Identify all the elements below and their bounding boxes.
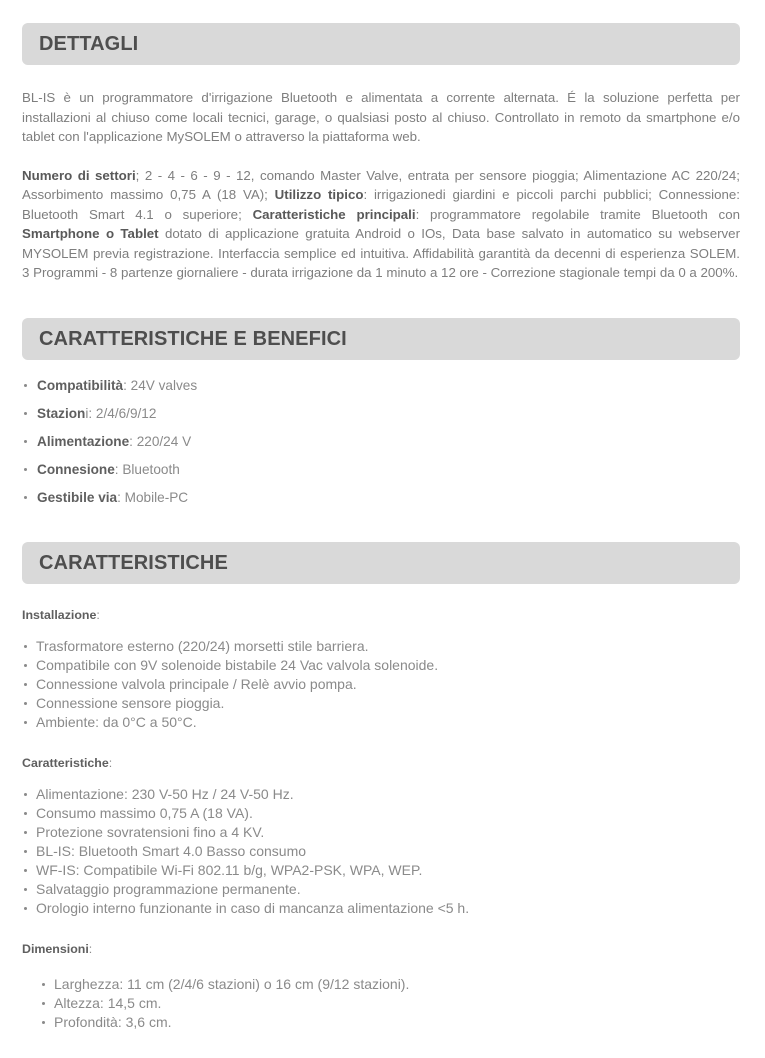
specs-text-2: : irrigazionedi giardini e piccoli parchi pubblici; Connessione: Bluetooth Smart 4.1 o superiore; bbox=[22, 187, 740, 222]
benefits-list bbox=[0, 377, 765, 506]
spec-group-heading-text: Dimensioni bbox=[22, 941, 89, 956]
benefit-item bbox=[24, 461, 765, 478]
specs-bold-caratteristiche-principali: Caratteristiche principali bbox=[252, 206, 416, 222]
product-details-page bbox=[0, 23, 765, 1058]
spec-item: Compatibile con 9V solenoide bistabile 24 Vac valvola solenoide. bbox=[24, 656, 765, 675]
specs-bold-smartphone-tablet: Smartphone o Tablet bbox=[22, 226, 159, 241]
specs-text-4: dotato di applicazione gratuita Android o IOs, Data base salvato in automatico su webserver MYSOLEM previa registrazione. Interfaccia semplice ed intuitiva. Affidabilità garantità da decenni di esperienza SOLEM. 3 Programmi - 8 partenze giornaliere - durata irrigazione da 1 minuto a 12 ore - Correzione stagionale tempi da 0 a 200%. bbox=[22, 226, 740, 280]
benefit-item bbox=[24, 489, 765, 506]
spec-item: Connessione sensore pioggia. bbox=[24, 694, 765, 713]
spec-group-heading bbox=[22, 756, 740, 771]
specification-groups bbox=[0, 608, 765, 1032]
spec-group-heading-colon: : bbox=[108, 755, 113, 770]
spec-item: Alimentazione: 230 V-50 Hz / 24 V-50 Hz. bbox=[24, 785, 765, 804]
spec-group-heading bbox=[22, 942, 740, 957]
intro-paragraph: BL-IS è un programmatore d'irrigazione Bluetooth e alimentata a corrente alternata. É la soluzione perfetta per installazioni al chiuso come locali tecnici, garage, o qualsiasi posto al chiuso. Controllato in remoto da smartphone e/o tablet con l'applicazione MySOLEM o attraverso la piattaforma web. bbox=[22, 90, 740, 144]
spec-group-heading bbox=[22, 608, 740, 623]
benefit-value: : 220/24 V bbox=[129, 433, 192, 449]
benefit-item bbox=[24, 405, 765, 422]
specs-text-1: ; 2 - 4 - 6 - 9 - 12, comando Master Valve, entrata per sensore pioggia; Alimentazione AC 220/24; Assorbimento massimo 0,75 A (18 VA); bbox=[22, 167, 740, 202]
section-title-dettagli: DETTAGLI bbox=[39, 33, 139, 55]
spec-item: Trasformatore esterno (220/24) morsetti stile barriera. bbox=[24, 637, 765, 656]
spec-list-caratteristiche bbox=[0, 785, 765, 918]
spec-item: Ambiente: da 0°C a 50°C. bbox=[24, 713, 765, 732]
spec-item: Salvataggio programmazione permanente. bbox=[24, 880, 765, 899]
spec-group-heading-colon: : bbox=[88, 941, 93, 956]
section-header-caratteristiche bbox=[22, 542, 740, 584]
specs-bold-utilizzo-tipico: Utilizzo tipico bbox=[274, 187, 364, 202]
benefit-label: Compatibilità bbox=[37, 377, 124, 393]
section-header-benefici bbox=[22, 318, 740, 360]
spec-list-installazione bbox=[0, 637, 765, 732]
benefit-label: Alimentazione bbox=[37, 433, 130, 449]
specs-bold-numero-settori: Numero di settori bbox=[22, 167, 136, 183]
spec-item: Profondità: 3,6 cm. bbox=[42, 1013, 765, 1032]
benefit-value: : Mobile-PC bbox=[117, 489, 189, 505]
benefit-label-tail: i bbox=[85, 405, 89, 421]
spec-group-heading-text: Caratteristiche bbox=[22, 755, 109, 770]
benefit-value: : Bluetooth bbox=[114, 461, 180, 477]
benefit-label: Gestibile via bbox=[37, 489, 118, 505]
benefit-value: : 24V valves bbox=[123, 377, 198, 393]
spec-item: Connessione valvola principale / Relè avvio pompa. bbox=[24, 675, 765, 694]
spec-item: Consumo massimo 0,75 A (18 VA). bbox=[24, 804, 765, 823]
spec-item: Larghezza: 11 cm (2/4/6 stazioni) o 16 cm (9/12 stazioni). bbox=[42, 975, 765, 994]
benefit-label: Connesione bbox=[37, 461, 115, 477]
benefit-item bbox=[24, 377, 765, 394]
spec-item: BL-IS: Bluetooth Smart 4.0 Basso consumo bbox=[24, 842, 765, 861]
spec-item: Altezza: 14,5 cm. bbox=[42, 994, 765, 1013]
section-title-benefici: CARATTERISTICHE E BENEFICI bbox=[39, 327, 347, 350]
benefit-item bbox=[24, 433, 765, 450]
spec-item: Protezione sovratensioni fino a 4 KV. bbox=[24, 823, 765, 842]
spec-group-heading-text: Installazione bbox=[22, 607, 97, 622]
spec-item: WF-IS: Compatibile Wi-Fi 802.11 b/g, WPA2-PSK, WPA, WEP. bbox=[24, 861, 765, 880]
spec-item: Orologio interno funzionante in caso di mancanza alimentazione <5 h. bbox=[24, 899, 765, 918]
specs-paragraph bbox=[22, 166, 740, 283]
spec-group-heading-colon: : bbox=[96, 607, 100, 622]
benefit-label: Stazion bbox=[37, 405, 86, 421]
section-header-dettagli bbox=[22, 23, 740, 65]
spec-list-dimensioni bbox=[0, 975, 765, 1032]
section-title-caratteristiche: CARATTERISTICHE bbox=[39, 551, 228, 574]
benefit-value: : 2/4/6/9/12 bbox=[88, 405, 157, 421]
specs-text-3: : programmatore regolabile tramite Bluetooth con bbox=[415, 206, 740, 222]
